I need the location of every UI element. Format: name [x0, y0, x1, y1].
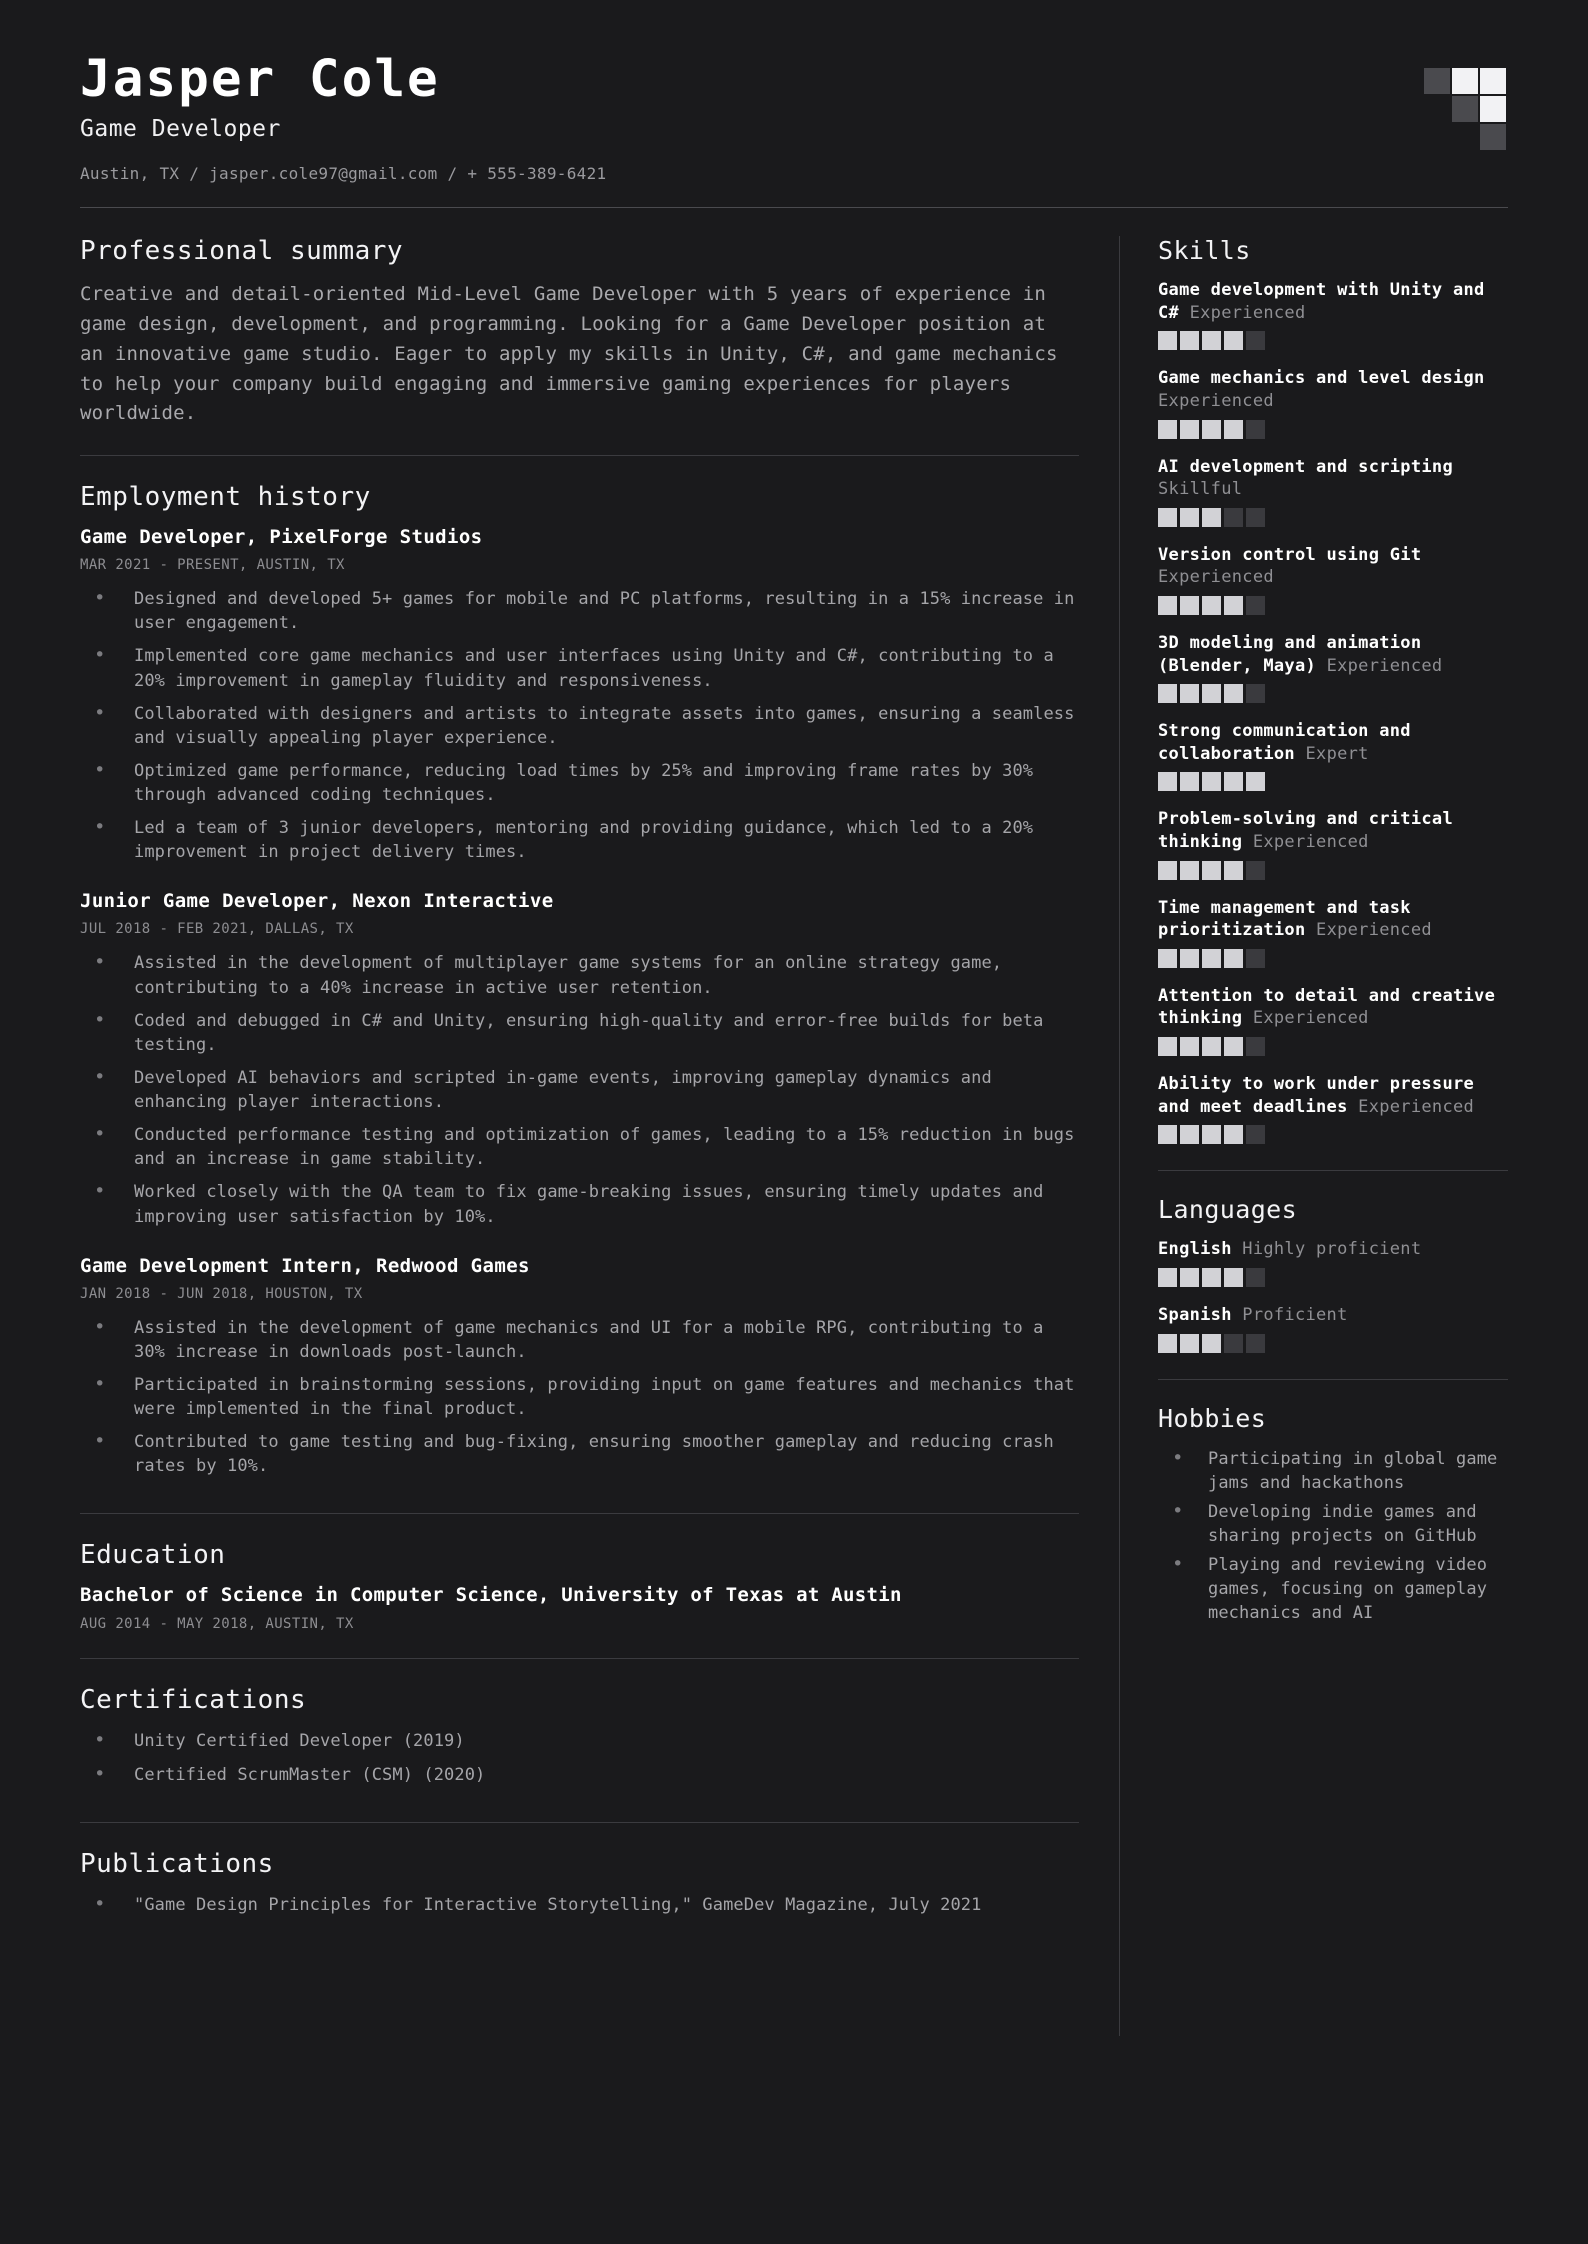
job-bullet: • Worked closely with the QA team to fix game-breaking issues, ensuring timely updates and improving user satisfaction by 10%. [80, 1180, 1079, 1228]
rating-square [1158, 420, 1177, 439]
rating-square [1224, 596, 1243, 615]
skill-label: Ability to work under pressure and meet deadlines Experienced [1158, 1074, 1475, 1117]
education-heading: Bachelor of Science in Computer Science, University of Texas at Austin [80, 1584, 902, 1607]
skill-rating [1158, 772, 1508, 791]
rating-square [1202, 508, 1221, 527]
skill-label: Time management and task prioritization Experienced [1158, 897, 1432, 941]
hobby-list [1158, 1447, 1508, 1626]
rating-square [1246, 596, 1265, 615]
rating-square [1158, 331, 1177, 350]
rating-square [1180, 1268, 1199, 1287]
rating-square [1180, 331, 1199, 350]
job-bullet: • Led a team of 3 junior developers, mentoring and providing guidance, which led to a 20% improvement in project delivery times. [80, 816, 1079, 864]
publication-item: • "Game Design Principles for Interactive Storytelling," GameDev Magazine, July 2021 [80, 1893, 1079, 1917]
skill-item [1158, 720, 1508, 791]
rating-square [1224, 772, 1243, 791]
rating-square [1246, 508, 1265, 527]
rating-square [1202, 684, 1221, 703]
skill-level: Skillful [1158, 479, 1243, 500]
rating-square [1158, 1334, 1177, 1353]
skill-label: Problem-solving and critical thinking Experienced [1158, 809, 1453, 853]
skill-rating [1158, 1125, 1508, 1144]
job-bullet: • Participated in brainstorming sessions, providing input on game features and mechanics that were implemented in the final product. [80, 1373, 1079, 1421]
publication-list [80, 1893, 1079, 1917]
employment-entry [80, 1255, 1079, 1479]
language-item [1158, 1304, 1508, 1353]
skill-level: Experienced [1158, 567, 1274, 588]
language-label: Spanish Proficient [1158, 1304, 1348, 1325]
job-bullet: • Implemented core game mechanics and user interfaces using Unity and C#, contributing to a 20% improvement in gameplay fluidity and responsiveness. [80, 644, 1079, 692]
language-label: English Highly proficient [1158, 1239, 1422, 1260]
skill-label: 3D modeling and animation (Blender, Maya) Experienced [1158, 632, 1443, 676]
logo-cell [1480, 96, 1506, 122]
skill-item [1158, 632, 1508, 703]
skill-label: AI development and scripting Skillful [1158, 456, 1453, 500]
logo-grid-icon [1424, 68, 1508, 152]
skill-level: Experienced [1189, 302, 1306, 323]
skill-item [1158, 367, 1508, 438]
rating-square [1180, 508, 1199, 527]
logo-cell [1424, 124, 1450, 150]
rating-square [1202, 861, 1221, 880]
job-bullet: • Optimized game performance, reducing load times by 25% and improving frame rates by 30% through advanced coding techniques. [80, 759, 1079, 807]
rating-square [1246, 1268, 1265, 1287]
section-hobbies [1158, 1379, 1508, 1655]
job-heading: Game Developer, PixelForge Studios [80, 526, 483, 549]
skills-list [1158, 279, 1508, 1144]
section-certifications [80, 1658, 1079, 1821]
employment-entry [80, 526, 1079, 864]
job-bullet: • Contributed to game testing and bug-fixing, ensuring smoother gameplay and reducing crash rates by 10%. [80, 1430, 1079, 1478]
summary-text: Creative and detail-oriented Mid-Level Game Developer with 5 years of experience in game design, development, and programming. Looking for a Game Developer position at an innovative game studio. Eager to apply my skills in Unity, C#, and game mechanics to help your company build engaging and immersive gaming experiences for players worldwide. [80, 283, 1058, 425]
rating-square [1224, 508, 1243, 527]
rating-square [1224, 1125, 1243, 1144]
job-bullet-list [80, 951, 1079, 1228]
candidate-name: Jasper Cole [80, 50, 440, 109]
rating-square [1246, 772, 1265, 791]
skill-item [1158, 544, 1508, 615]
job-meta: MAR 2021 - PRESENT, AUSTIN, TX [80, 557, 345, 574]
skill-level: Experienced [1158, 390, 1274, 411]
hobby-item: • Playing and reviewing video games, focusing on gameplay mechanics and AI [1158, 1553, 1508, 1625]
job-meta: JAN 2018 - JUN 2018, HOUSTON, TX [80, 1285, 363, 1302]
section-title: Education [80, 1540, 226, 1571]
section-education [80, 1513, 1079, 1658]
skill-rating [1158, 684, 1508, 703]
section-title: Hobbies [1158, 1403, 1267, 1433]
logo-cell [1452, 68, 1478, 94]
skill-label: Attention to detail and creative thinking Experienced [1158, 985, 1496, 1029]
rating-square [1180, 861, 1199, 880]
hobby-item: • Developing indie games and sharing projects on GitHub [1158, 1500, 1508, 1548]
rating-square [1180, 949, 1199, 968]
job-bullet: • Assisted in the development of multiplayer game systems for an online strategy game, contributing to a 40% increase in active user retention. [80, 951, 1079, 999]
section-title: Professional summary [80, 236, 404, 267]
skill-rating [1158, 949, 1508, 968]
job-bullet-list [80, 587, 1079, 864]
skill-rating [1158, 1037, 1508, 1056]
logo-cell [1424, 68, 1450, 94]
section-title: Skills [1158, 236, 1251, 266]
rating-square [1180, 1125, 1199, 1144]
rating-square [1246, 1037, 1265, 1056]
logo-cell [1480, 68, 1506, 94]
rating-square [1224, 331, 1243, 350]
rating-square [1202, 772, 1221, 791]
rating-square [1180, 1334, 1199, 1353]
skill-item [1158, 897, 1508, 968]
skill-level: Expert [1305, 743, 1369, 764]
contact-line: Austin, TX / jasper.cole97@gmail.com / + 555-389-6421 [80, 164, 607, 184]
skill-item [1158, 1073, 1508, 1144]
resume-body [80, 236, 1508, 2036]
logo-cell [1452, 96, 1478, 122]
job-bullet: • Designed and developed 5+ games for mobile and PC platforms, resulting in a 15% increase in user engagement. [80, 587, 1079, 635]
skill-rating [1158, 861, 1508, 880]
languages-list [1158, 1238, 1508, 1352]
logo-cell [1480, 124, 1506, 150]
job-bullet: • Coded and debugged in C# and Unity, ensuring high-quality and error-free builds for beta testing. [80, 1009, 1079, 1057]
rating-square [1202, 1334, 1221, 1353]
rating-square [1180, 772, 1199, 791]
rating-square [1158, 1125, 1177, 1144]
rating-square [1180, 596, 1199, 615]
rating-square [1202, 1268, 1221, 1287]
skill-rating [1158, 508, 1508, 527]
job-bullet: • Conducted performance testing and optimization of games, leading to a 15% reduction in bugs and an increase in game stability. [80, 1123, 1079, 1171]
skill-label: Game development with Unity and C# Experienced [1158, 280, 1485, 323]
skill-label: Game mechanics and level design Experienced [1158, 368, 1485, 411]
candidate-job-title: Game Developer [80, 116, 281, 143]
rating-square [1246, 861, 1265, 880]
job-heading: Game Development Intern, Redwood Games [80, 1254, 530, 1277]
language-rating [1158, 1334, 1508, 1353]
rating-square [1246, 420, 1265, 439]
rating-square [1202, 1037, 1221, 1056]
rating-square [1158, 684, 1177, 703]
job-bullet-list [80, 1316, 1079, 1479]
rating-square [1158, 1037, 1177, 1056]
rating-square [1158, 1268, 1177, 1287]
rating-square [1202, 1125, 1221, 1144]
rating-square [1158, 508, 1177, 527]
skill-level: Experienced [1252, 832, 1369, 853]
section-title: Languages [1158, 1195, 1298, 1225]
rating-square [1246, 1334, 1265, 1353]
sidebar-column [1120, 236, 1508, 1654]
rating-square [1224, 420, 1243, 439]
logo-cell [1424, 96, 1450, 122]
skill-label: Strong communication and collaboration Expert [1158, 721, 1411, 764]
language-rating [1158, 1268, 1508, 1287]
employment-entry [80, 890, 1079, 1228]
rating-square [1158, 596, 1177, 615]
rating-square [1180, 684, 1199, 703]
language-level: Highly proficient [1242, 1239, 1422, 1260]
header-divider [80, 207, 1508, 208]
rating-square [1246, 1125, 1265, 1144]
rating-square [1224, 1268, 1243, 1287]
section-title: Certifications [80, 1685, 307, 1716]
rating-square [1224, 684, 1243, 703]
rating-square [1246, 331, 1265, 350]
section-employment-history [80, 455, 1079, 1513]
certification-list [80, 1729, 1079, 1786]
skill-level: Experienced [1316, 920, 1432, 941]
section-languages [1158, 1170, 1508, 1378]
skill-level: Experienced [1326, 655, 1443, 676]
certification-item: • Unity Certified Developer (2019) [80, 1729, 1079, 1753]
rating-square [1224, 949, 1243, 968]
job-bullet: • Assisted in the development of game mechanics and UI for a mobile RPG, contributing to a 30% increase in downloads post-launch. [80, 1316, 1079, 1364]
rating-square [1158, 861, 1177, 880]
job-heading: Junior Game Developer, Nexon Interactive [80, 890, 554, 913]
certification-item: • Certified ScrumMaster (CSM) (2020) [80, 1763, 1079, 1787]
rating-square [1202, 949, 1221, 968]
rating-square [1202, 596, 1221, 615]
rating-square [1246, 949, 1265, 968]
rating-square [1224, 1334, 1243, 1353]
rating-square [1158, 949, 1177, 968]
hobby-item: • Participating in global game jams and hackathons [1158, 1447, 1508, 1495]
skill-item [1158, 456, 1508, 527]
skill-label: Version control using Git Experienced [1158, 544, 1422, 588]
job-bullet: • Developed AI behaviors and scripted in-game events, improving gameplay dynamics and enhancing player interactions. [80, 1066, 1079, 1114]
rating-square [1158, 772, 1177, 791]
skill-level: Experienced [1252, 1008, 1369, 1029]
logo-cell [1452, 124, 1478, 150]
rating-square [1202, 331, 1221, 350]
rating-square [1202, 420, 1221, 439]
resume-header [80, 0, 1508, 183]
job-bullet: • Collaborated with designers and artists to integrate assets into games, ensuring a seamless and visually appealing player experience. [80, 702, 1079, 750]
rating-square [1180, 1037, 1199, 1056]
skill-item [1158, 279, 1508, 350]
language-item [1158, 1238, 1508, 1287]
skill-rating [1158, 596, 1508, 615]
section-publications [80, 1822, 1079, 1952]
skill-item [1158, 808, 1508, 879]
skill-item [1158, 985, 1508, 1056]
language-level: Proficient [1242, 1304, 1348, 1325]
section-title: Employment history [80, 482, 371, 513]
rating-square [1224, 861, 1243, 880]
section-title: Publications [80, 1848, 274, 1879]
main-column [80, 236, 1120, 2036]
rating-square [1246, 684, 1265, 703]
education-entry [80, 1584, 1079, 1632]
section-skills [1158, 236, 1508, 1170]
job-meta: JUL 2018 - FEB 2021, DALLAS, TX [80, 921, 354, 938]
skill-rating [1158, 420, 1508, 439]
skill-level: Experienced [1358, 1096, 1475, 1117]
rating-square [1224, 1037, 1243, 1056]
section-professional-summary [80, 236, 1079, 455]
education-meta: AUG 2014 - MAY 2018, AUSTIN, TX [80, 1616, 354, 1633]
rating-square [1180, 420, 1199, 439]
skill-rating [1158, 331, 1508, 350]
